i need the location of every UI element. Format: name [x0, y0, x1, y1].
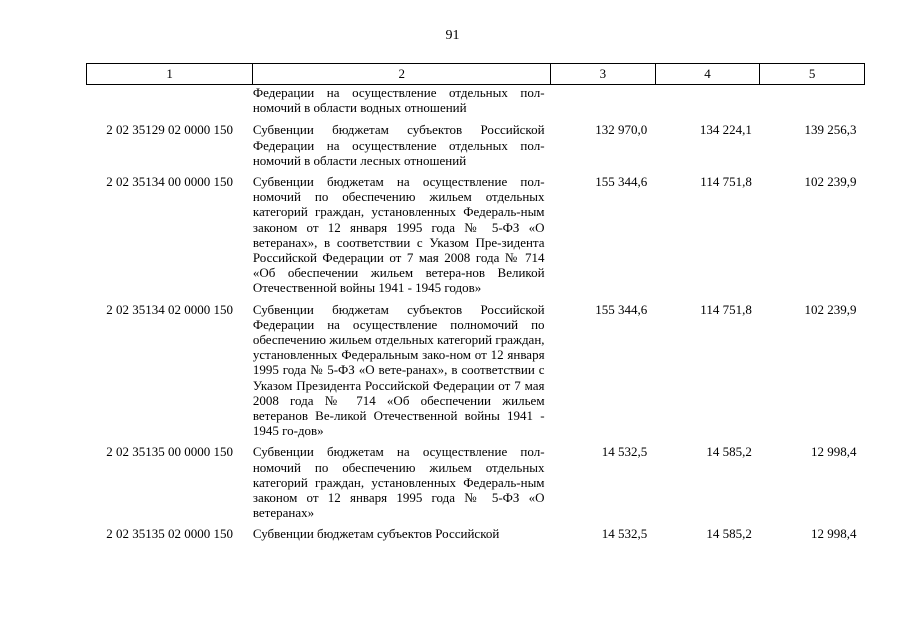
row-value-col4 — [655, 85, 760, 120]
row-value-col5: 102 239,9 — [804, 301, 857, 317]
table-row — [87, 523, 865, 544]
header-col-4: 4 — [655, 64, 760, 85]
header-col-5: 5 — [760, 64, 865, 85]
row-value-col3: 155 344,6 — [595, 174, 648, 190]
row-code: 2 02 35134 00 0000 150 — [106, 174, 234, 190]
row-description-text: Субвенции бюджетам субъектов Российской Федерации на осуществление отдельных пол-номочий в области лесных отношений — [252, 122, 545, 168]
row-value-col5 — [760, 85, 865, 120]
row-value-col3: 132 970,0 — [595, 122, 648, 138]
row-description-text: Субвенции бюджетам на осуществление пол-номочий по обеспечению жильем отдельных категорий граждан, установленных Федераль-ным законом от 12 января 1995 года № 5-ФЗ «О ветеранах», в соответствии с Указом Пре-зидента Российской Федерации от 7 мая 2008 года № 714 «Об обеспечении жильем ветера-нов Великой Отечественной войны 1941 - 1945 годов» — [252, 174, 545, 296]
row-description-text: Федерации на осуществление отдельных пол-номочий в области водных отношений — [252, 85, 545, 116]
row-value-col4: 14 585,2 — [706, 526, 752, 542]
row-value-col3: 155 344,6 — [595, 301, 648, 317]
row-code: 2 02 35129 02 0000 150 — [106, 122, 234, 138]
row-value-col3 — [551, 85, 656, 120]
header-row — [87, 64, 865, 85]
row-description — [253, 119, 551, 171]
row-code: 2 02 35135 02 0000 150 — [106, 526, 234, 542]
row-description-text: Субвенции бюджетам субъектов Российской — [252, 526, 500, 542]
row-value-col5: 12 998,4 — [811, 526, 857, 542]
row-value-col4: 114 751,8 — [700, 174, 752, 190]
row-code — [87, 85, 253, 120]
table-row — [87, 119, 865, 171]
row-value-col3: 14 532,5 — [601, 444, 648, 460]
header-col-3: 3 — [551, 64, 656, 85]
row-description-text: Субвенции бюджетам субъектов Российской Федерации на осуществление полномочий по обеспечению жильем отдельных категорий граждан, установленных Федеральным зако-ном от 12 января 1995 года № 5-ФЗ «О вете-ранах», в соответствии с Указом Президента Российской Федерации от 7 мая 2008 года № 714 «Об обеспечении жильем ветеранов Ве-ликой Отечественной войны 1941 - 1945 го-дов» — [252, 301, 545, 439]
row-value-col5: 139 256,3 — [804, 122, 857, 138]
row-value-col4: 14 585,2 — [706, 444, 752, 460]
header-col-1: 1 — [87, 64, 253, 85]
row-value-col4: 134 224,1 — [699, 122, 752, 138]
row-value-col5: 102 239,9 — [804, 174, 857, 190]
row-code: 2 02 35134 02 0000 150 — [106, 301, 234, 317]
row-value-col3: 14 532,5 — [601, 526, 648, 542]
header-col-2: 2 — [253, 64, 551, 85]
row-description — [253, 85, 551, 120]
row-value-col5: 12 998,4 — [811, 444, 857, 460]
row-code: 2 02 35135 00 0000 150 — [106, 444, 234, 460]
row-value-col4: 114 751,8 — [700, 301, 752, 317]
row-description-text: Субвенции бюджетам на осуществление пол-номочий по обеспечению жильем отдельных категорий граждан, установленных Федераль-ным законом от 12 января 1995 года № 5-ФЗ «О ветеранах» — [252, 444, 545, 521]
table-row — [87, 171, 865, 299]
row-description — [253, 441, 551, 523]
table-row — [87, 441, 865, 523]
row-description — [253, 523, 551, 544]
table-row — [87, 299, 865, 442]
row-description — [253, 171, 551, 299]
page-number: 91 — [445, 28, 460, 43]
table-row — [87, 85, 865, 120]
row-description — [253, 299, 551, 442]
budget-table — [86, 63, 865, 545]
